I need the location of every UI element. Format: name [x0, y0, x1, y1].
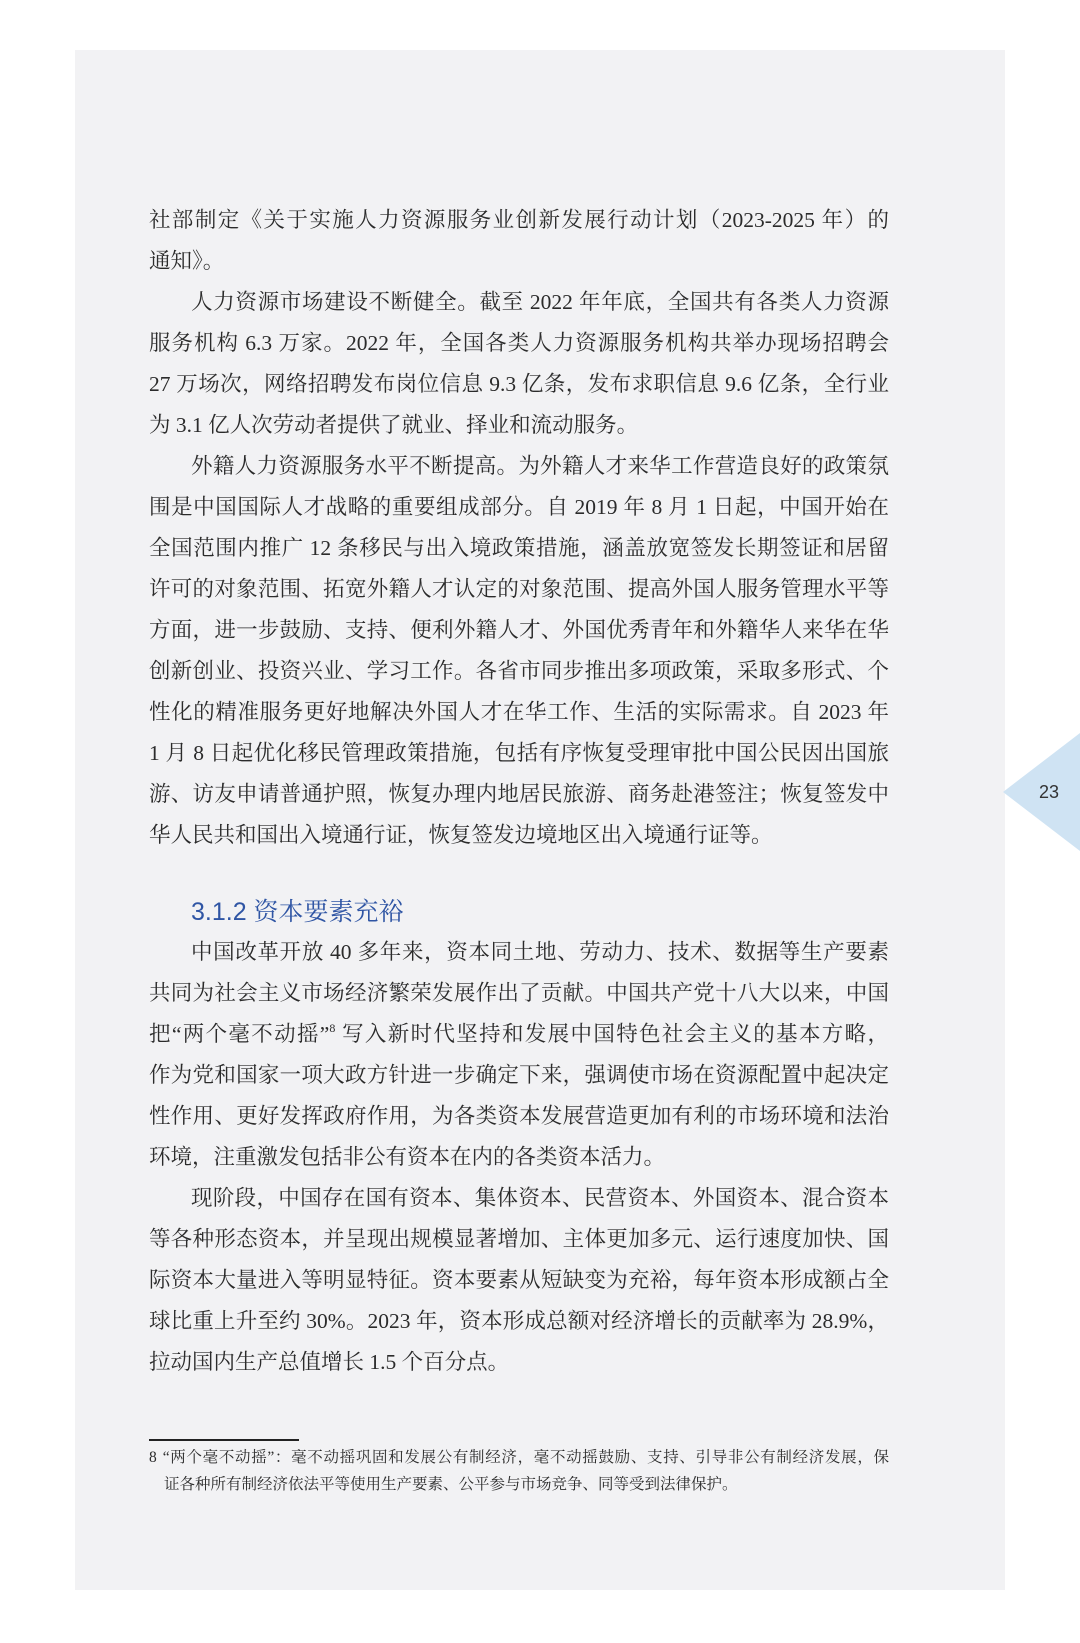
footnote-number: 8: [149, 1449, 157, 1466]
body-line: 创新创业、投资兴业、学习工作。各省市同步推出多项政策，采取多形式、个: [149, 659, 889, 683]
footnote-line: 证各种所有制经济依法平等使用生产要素、公平参与市场竞争、同等受到法律保护。: [164, 1476, 738, 1493]
body-line: 围是中国国际人才战略的重要组成部分。自 2019 年 8 月 1 日起，中国开始在: [149, 495, 889, 519]
paragraph: [149, 932, 889, 1178]
page-number-tab: [1003, 733, 1080, 851]
body-line: 外籍人力资源服务水平不断提高。为外籍人才来华工作营造良好的政策氛: [191, 454, 889, 478]
body-line: 方面，进一步鼓励、支持、便利外籍人才、外国优秀青年和外籍华人来华在华: [149, 618, 889, 642]
body-line: 现阶段，中国存在国有资本、集体资本、民营资本、外国资本、混合资本: [191, 1186, 889, 1210]
body-line: 性作用、更好发挥政府作用，为各类资本发展营造更加有利的市场环境和法治: [149, 1104, 889, 1128]
body-line: 游、访友申请普通护照，恢复办理内地居民旅游、商务赴港签注；恢复签发中: [149, 782, 889, 806]
footnote: [149, 1444, 889, 1498]
body-line: 1 月 8 日起优化移民管理政策措施，包括有序恢复受理审批中国公民因出国旅: [149, 741, 889, 765]
footnote-reference[interactable]: 8: [329, 1021, 336, 1035]
body-line: 球比重上升至约 30%。2023 年，资本形成总额对经济增长的贡献率为 28.9%，: [149, 1309, 889, 1333]
body-line: 人力资源市场建设不断健全。截至 2022 年年底，全国共有各类人力资源: [191, 290, 889, 314]
page-number: 23: [1038, 782, 1060, 802]
body-line: 环境，注重激发包括非公有资本在内的各类资本活力。: [149, 1145, 666, 1169]
paragraph: [149, 200, 889, 282]
body-line: 际资本大量进入等明显特征。资本要素从短缺变为充裕，每年资本形成额占全: [149, 1268, 889, 1292]
body-line: 等各种形态资本，并呈现出规模显著增加、主体更加多元、运行速度加快、国: [149, 1227, 889, 1251]
body-line: 华人民共和国出入境通行证，恢复签发边境地区出入境通行证等。: [149, 823, 773, 847]
body-line: 性化的精准服务更好地解决外国人才在华工作、生活的实际需求。自 2023 年: [149, 700, 889, 724]
body-line-text: 把“两个毫不动摇”: [149, 1022, 330, 1046]
section-heading: 3.1.2 资本要素充裕: [191, 898, 404, 926]
paragraph: [149, 446, 889, 856]
body-line: 共同为社会主义市场经济繁荣发展作出了贡献。中国共产党十八大以来，中国: [149, 981, 889, 1005]
body-line: 服务机构 6.3 万家。2022 年，全国各类人力资源服务机构共举办现场招聘会: [149, 331, 889, 355]
paragraph: [149, 1178, 889, 1383]
body-line: 通知》。: [149, 249, 225, 273]
body-line: 拉动国内生产总值增长 1.5 个百分点。: [149, 1350, 510, 1374]
body-text: [149, 200, 889, 1383]
body-line: 27 万场次，网络招聘发布岗位信息 9.3 亿条，发布求职信息 9.6 亿条，全行业: [149, 372, 889, 396]
body-line: 全国范围内推广 12 条移民与出入境政策措施，涵盖放宽签发长期签证和居留: [149, 536, 889, 560]
body-line: 为 3.1 亿人次劳动者提供了就业、择业和流动服务。: [149, 413, 639, 437]
body-line: 许可的对象范围、拓宽外籍人才认定的对象范围、提高外国人服务管理水平等: [149, 577, 889, 601]
body-line: [149, 1014, 889, 1055]
body-line-text: 写入新时代坚持和发展中国特色社会主义的基本方略，: [335, 1022, 889, 1046]
footnote-line: [149, 1444, 889, 1471]
body-line: 作为党和国家一项大政方针进一步确定下来，强调使市场在资源配置中起决定: [149, 1063, 889, 1087]
footnote-divider: [149, 1439, 299, 1441]
body-line: 社部制定《关于实施人力资源服务业创新发展行动计划（2023-2025 年）的: [149, 208, 889, 232]
paragraph: [149, 282, 889, 446]
body-line: 中国改革开放 40 多年来，资本同土地、劳动力、技术、数据等生产要素: [191, 940, 889, 964]
footnote-text: “两个毫不动摇”：毫不动摇巩固和发展公有制经济，毫不动摇鼓励、支持、引导非公有制经济发展，保: [162, 1449, 889, 1466]
